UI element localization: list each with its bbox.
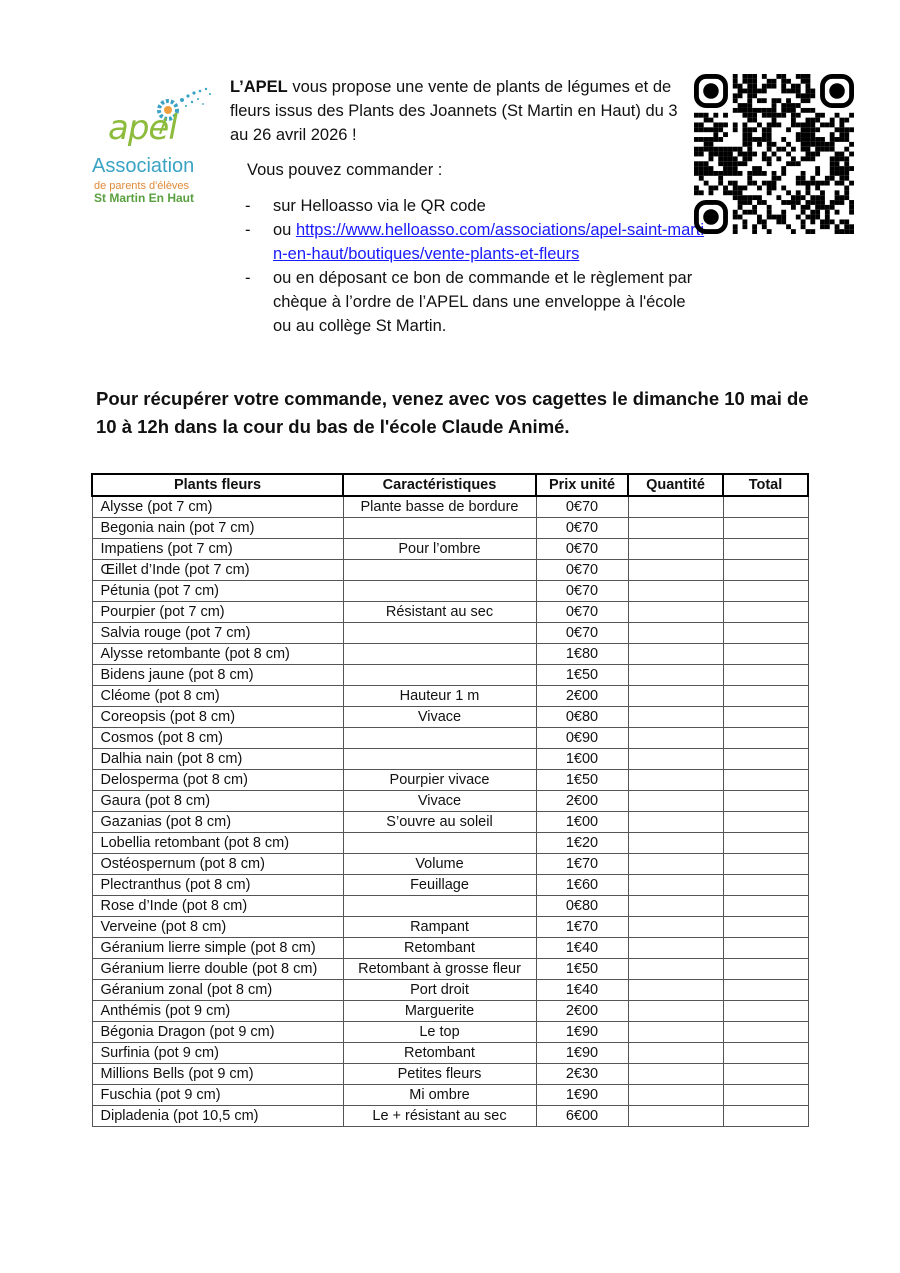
unit-price-cell: 2€00 <box>536 686 628 707</box>
quantity-cell[interactable] <box>628 980 723 1001</box>
table-row <box>92 833 808 854</box>
total-cell[interactable] <box>723 1022 808 1043</box>
characteristic-cell: Le top <box>343 1022 536 1043</box>
total-cell[interactable] <box>723 707 808 728</box>
unit-price-cell: 1€50 <box>536 770 628 791</box>
total-cell[interactable] <box>723 623 808 644</box>
plant-name-cell: Géranium lierre simple (pot 8 cm) <box>92 938 343 959</box>
plant-name-cell: Géranium zonal (pot 8 cm) <box>92 980 343 1001</box>
logo-association: Association <box>92 155 195 177</box>
table-row <box>92 665 808 686</box>
characteristic-cell: Marguerite <box>343 1001 536 1022</box>
table-row <box>92 518 808 539</box>
quantity-cell[interactable] <box>628 496 723 518</box>
unit-price-cell: 1€60 <box>536 875 628 896</box>
unit-price-cell: 0€70 <box>536 560 628 581</box>
characteristic-cell <box>343 560 536 581</box>
total-cell[interactable] <box>723 665 808 686</box>
logo-subtitle: de parents d'élèves <box>94 180 190 192</box>
quantity-cell[interactable] <box>628 707 723 728</box>
quantity-cell[interactable] <box>628 1043 723 1064</box>
table-row <box>92 623 808 644</box>
plant-name-cell: Œillet d’Inde (pot 7 cm) <box>92 560 343 581</box>
unit-price-cell: 0€80 <box>536 707 628 728</box>
plant-name-cell: Surfinia (pot 9 cm) <box>92 1043 343 1064</box>
plant-name-cell: Gazanias (pot 8 cm) <box>92 812 343 833</box>
total-cell[interactable] <box>723 812 808 833</box>
characteristic-cell: Retombant <box>343 1043 536 1064</box>
quantity-cell[interactable] <box>628 791 723 812</box>
characteristic-cell: Feuillage <box>343 875 536 896</box>
characteristic-cell: Hauteur 1 m <box>343 686 536 707</box>
characteristic-cell <box>343 518 536 539</box>
plant-name-cell: Alysse retombante (pot 8 cm) <box>92 644 343 665</box>
table-header-row <box>92 474 808 496</box>
unit-price-cell: 0€70 <box>536 496 628 518</box>
plant-name-cell: Millions Bells (pot 9 cm) <box>92 1064 343 1085</box>
total-cell[interactable] <box>723 539 808 560</box>
quantity-cell[interactable] <box>628 854 723 875</box>
plant-name-cell: Coreopsis (pot 8 cm) <box>92 707 343 728</box>
table-row <box>92 854 808 875</box>
plant-name-cell: Bégonia Dragon (pot 9 cm) <box>92 1022 343 1043</box>
unit-price-cell: 0€70 <box>536 581 628 602</box>
characteristic-cell <box>343 623 536 644</box>
header-plants: Plants fleurs <box>92 474 343 496</box>
characteristic-cell: Pourpier vivace <box>343 770 536 791</box>
quantity-cell[interactable] <box>628 812 723 833</box>
quantity-cell[interactable] <box>628 623 723 644</box>
unit-price-cell: 2€30 <box>536 1064 628 1085</box>
characteristic-cell: Retombant à grosse fleur <box>343 959 536 980</box>
table-row <box>92 770 808 791</box>
unit-price-cell: 0€80 <box>536 896 628 917</box>
total-cell[interactable] <box>723 728 808 749</box>
table-row <box>92 602 808 623</box>
order-table <box>91 473 809 1127</box>
unit-price-cell: 1€90 <box>536 1043 628 1064</box>
characteristic-cell: Résistant au sec <box>343 602 536 623</box>
unit-price-cell: 6€00 <box>536 1106 628 1127</box>
total-cell[interactable] <box>723 1001 808 1022</box>
characteristic-cell <box>343 749 536 770</box>
table-row <box>92 749 808 770</box>
total-cell[interactable] <box>723 875 808 896</box>
quantity-cell[interactable] <box>628 770 723 791</box>
qr-code-icon[interactable] <box>694 74 854 234</box>
unit-price-cell: 0€70 <box>536 539 628 560</box>
plant-name-cell: Cléome (pot 8 cm) <box>92 686 343 707</box>
total-cell[interactable] <box>723 896 808 917</box>
apel-logo <box>88 84 218 206</box>
characteristic-cell: Vivace <box>343 791 536 812</box>
quantity-cell[interactable] <box>628 1085 723 1106</box>
unit-price-cell: 1€00 <box>536 749 628 770</box>
total-cell[interactable] <box>723 770 808 791</box>
total-cell[interactable] <box>723 581 808 602</box>
total-cell[interactable] <box>723 854 808 875</box>
table-row <box>92 980 808 1001</box>
plant-name-cell: Géranium lierre double (pot 8 cm) <box>92 959 343 980</box>
unit-price-cell: 1€70 <box>536 917 628 938</box>
total-cell[interactable] <box>723 686 808 707</box>
total-cell[interactable] <box>723 560 808 581</box>
option-cheque: - ou en déposant ce bon de commande et le règlement par chèque à l’ordre de l’APEL dans une enveloppe à l'école ou au collège St Martin. <box>245 269 693 335</box>
characteristic-cell <box>343 665 536 686</box>
characteristic-cell <box>343 644 536 665</box>
quantity-cell[interactable] <box>628 539 723 560</box>
plant-name-cell: Impatiens (pot 7 cm) <box>92 539 343 560</box>
table-row <box>92 644 808 665</box>
characteristic-cell <box>343 896 536 917</box>
plant-name-cell: Fuschia (pot 9 cm) <box>92 1085 343 1106</box>
unit-price-cell: 2€00 <box>536 1001 628 1022</box>
plant-name-cell: Pétunia (pot 7 cm) <box>92 581 343 602</box>
unit-price-cell: 0€70 <box>536 602 628 623</box>
logo-apel-word: apel <box>108 108 177 148</box>
plant-name-cell: Alysse (pot 7 cm) <box>92 496 343 518</box>
characteristic-cell: Retombant <box>343 938 536 959</box>
table-row <box>92 686 808 707</box>
table-row <box>92 1085 808 1106</box>
table-row <box>92 938 808 959</box>
plant-name-cell: Ostéospernum (pot 8 cm) <box>92 854 343 875</box>
quantity-cell[interactable] <box>628 644 723 665</box>
helloasso-link[interactable]: https://www.helloasso.com/associations/apel-saint-martin-en-haut/boutiques/vente-plants-et-fleurs <box>273 221 705 263</box>
unit-price-cell: 1€70 <box>536 854 628 875</box>
unit-price-cell: 1€90 <box>536 1022 628 1043</box>
quantity-cell[interactable] <box>628 686 723 707</box>
characteristic-cell <box>343 728 536 749</box>
table-row <box>92 875 808 896</box>
plant-name-cell: Begonia nain (pot 7 cm) <box>92 518 343 539</box>
unit-price-cell: 1€80 <box>536 644 628 665</box>
characteristic-cell: Volume <box>343 854 536 875</box>
quantity-cell[interactable] <box>628 581 723 602</box>
characteristic-cell: Le + résistant au sec <box>343 1106 536 1127</box>
total-cell[interactable] <box>723 518 808 539</box>
quantity-cell[interactable] <box>628 1064 723 1085</box>
total-cell[interactable] <box>723 1106 808 1127</box>
total-cell[interactable] <box>723 833 808 854</box>
table-row <box>92 812 808 833</box>
option-qr: - sur Helloasso via le QR code <box>245 197 486 215</box>
intro-org: L’APEL <box>230 78 288 96</box>
plant-name-cell: Gaura (pot 8 cm) <box>92 791 343 812</box>
quantity-cell[interactable] <box>628 938 723 959</box>
total-cell[interactable] <box>723 1085 808 1106</box>
quantity-cell[interactable] <box>628 749 723 770</box>
characteristic-cell: Mi ombre <box>343 1085 536 1106</box>
unit-price-cell: 2€00 <box>536 791 628 812</box>
characteristic-cell: Pour l’ombre <box>343 539 536 560</box>
logo-town: St Martin En Haut <box>94 191 195 205</box>
commander-label: Vous pouvez commander : <box>247 161 443 179</box>
table-row <box>92 496 808 518</box>
header-total: Total <box>723 474 808 496</box>
table-row <box>92 728 808 749</box>
header-quantity: Quantité <box>628 474 723 496</box>
plant-name-cell: Dalhia nain (pot 8 cm) <box>92 749 343 770</box>
table-row <box>92 581 808 602</box>
total-cell[interactable] <box>723 791 808 812</box>
table-row <box>92 1043 808 1064</box>
table-row <box>92 1106 808 1127</box>
header-unit-price: Prix unité <box>536 474 628 496</box>
intro-paragraph <box>230 75 690 147</box>
pickup-notice: Pour récupérer votre commande, venez avec vos cagettes le dimanche 10 mai de 10 à 12h dans la cour du bas de l'école Claude Animé. <box>96 388 809 437</box>
plant-name-cell: Lobellia retombant (pot 8 cm) <box>92 833 343 854</box>
characteristic-cell <box>343 581 536 602</box>
table-row <box>92 917 808 938</box>
quantity-cell[interactable] <box>628 917 723 938</box>
plant-name-cell: Rose d’Inde (pot 8 cm) <box>92 896 343 917</box>
plant-name-cell: Dipladenia (pot 10,5 cm) <box>92 1106 343 1127</box>
plant-name-cell: Bidens jaune (pot 8 cm) <box>92 665 343 686</box>
quantity-cell[interactable] <box>628 665 723 686</box>
table-row <box>92 959 808 980</box>
table-row <box>92 1064 808 1085</box>
total-cell[interactable] <box>723 602 808 623</box>
table-row <box>92 539 808 560</box>
characteristic-cell: Rampant <box>343 917 536 938</box>
quantity-cell[interactable] <box>628 896 723 917</box>
characteristic-cell: Vivace <box>343 707 536 728</box>
plant-name-cell: Pourpier (pot 7 cm) <box>92 602 343 623</box>
header-characteristics: Caractéristiques <box>343 474 536 496</box>
unit-price-cell: 1€50 <box>536 959 628 980</box>
unit-price-cell: 1€40 <box>536 938 628 959</box>
quantity-cell[interactable] <box>628 602 723 623</box>
quantity-cell[interactable] <box>628 959 723 980</box>
total-cell[interactable] <box>723 1064 808 1085</box>
option-link: - ou https://www.helloasso.com/associations/apel-saint-martin-en-haut/boutiques/vente-plants-et-fleurs <box>245 221 705 263</box>
unit-price-cell: 1€90 <box>536 1085 628 1106</box>
total-cell[interactable] <box>723 1043 808 1064</box>
quantity-cell[interactable] <box>628 518 723 539</box>
quantity-cell[interactable] <box>628 728 723 749</box>
plant-name-cell: Delosperma (pot 8 cm) <box>92 770 343 791</box>
plant-name-cell: Plectranthus (pot 8 cm) <box>92 875 343 896</box>
table-row <box>92 791 808 812</box>
total-cell[interactable] <box>723 496 808 518</box>
order-options-list <box>245 194 705 338</box>
total-cell[interactable] <box>723 917 808 938</box>
quantity-cell[interactable] <box>628 1106 723 1127</box>
unit-price-cell: 1€00 <box>536 812 628 833</box>
unit-price-cell: 0€70 <box>536 623 628 644</box>
unit-price-cell: 1€40 <box>536 980 628 1001</box>
characteristic-cell <box>343 833 536 854</box>
quantity-cell[interactable] <box>628 1022 723 1043</box>
unit-price-cell: 1€20 <box>536 833 628 854</box>
total-cell[interactable] <box>723 959 808 980</box>
plant-name-cell: Anthémis (pot 9 cm) <box>92 1001 343 1022</box>
unit-price-cell: 1€50 <box>536 665 628 686</box>
total-cell[interactable] <box>723 980 808 1001</box>
unit-price-cell: 0€90 <box>536 728 628 749</box>
characteristic-cell: S’ouvre au soleil <box>343 812 536 833</box>
total-cell[interactable] <box>723 644 808 665</box>
quantity-cell[interactable] <box>628 833 723 854</box>
table-row <box>92 1022 808 1043</box>
table-row <box>92 707 808 728</box>
quantity-cell[interactable] <box>628 875 723 896</box>
quantity-cell[interactable] <box>628 1001 723 1022</box>
plant-name-cell: Cosmos (pot 8 cm) <box>92 728 343 749</box>
characteristic-cell: Plante basse de bordure <box>343 496 536 518</box>
table-row <box>92 896 808 917</box>
total-cell[interactable] <box>723 938 808 959</box>
characteristic-cell: Petites fleurs <box>343 1064 536 1085</box>
plant-name-cell: Salvia rouge (pot 7 cm) <box>92 623 343 644</box>
quantity-cell[interactable] <box>628 560 723 581</box>
total-cell[interactable] <box>723 749 808 770</box>
intro-text: vous propose une vente de plants de légumes et de fleurs issus des Plants des Joannets (St Martin en Haut) du 3 au 26 avril 2026 ! <box>230 78 678 144</box>
table-row <box>92 1001 808 1022</box>
characteristic-cell: Port droit <box>343 980 536 1001</box>
table-row <box>92 560 808 581</box>
plant-name-cell: Verveine (pot 8 cm) <box>92 917 343 938</box>
unit-price-cell: 0€70 <box>536 518 628 539</box>
